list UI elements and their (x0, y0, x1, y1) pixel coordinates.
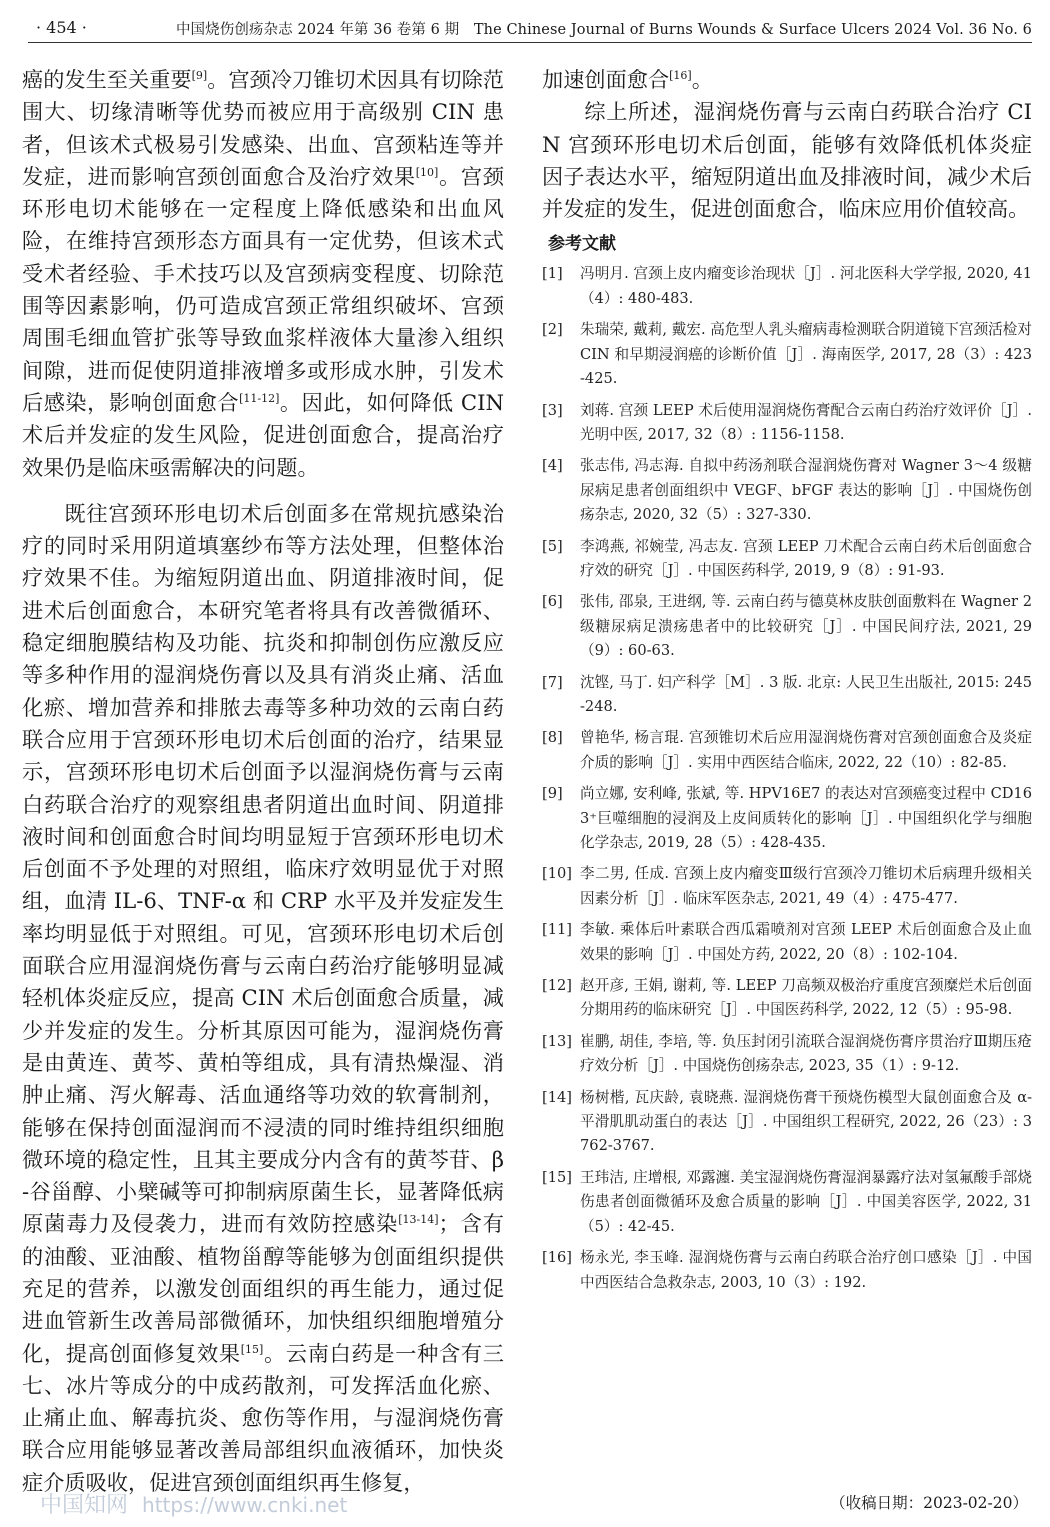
reference-item (542, 1030, 1032, 1079)
reference-text: 李敏. 乘体后叶素联合西瓜霜喷剂对宫颈 LEEP 术后创面愈合及止血效果的影响［J］. 中国处方药, 2022, 20（8）: 102-104. (580, 921, 1033, 963)
reference-text: 刘蒋. 宫颈 LEEP 术后使用湿润烧伤膏配合云南白药治疗效评价［J］. 光明中医, 2017, 32（8）: 1156-1158. (580, 401, 1032, 443)
reference-number: [13] (542, 1032, 572, 1050)
reference-item (542, 262, 1032, 311)
reference-text: 尚立娜, 安利峰, 张斌, 等. HPV16E7 的表达对宫颈癌变过程中 CD163⁺巨噬细胞的浸润及上皮间质转化的影响［J］. 中国组织化学与细胞化学杂志, 2019, 28（5）: 428-435. (580, 785, 1032, 852)
reference-item (542, 399, 1032, 448)
reference-text: 李鸿燕, 祁婉莹, 冯志友. 宫颈 LEEP 刀术配合云南白药术后创面愈合疗效的研究［J］. 中国医药科学, 2019, 9（8）: 91-93. (580, 537, 1032, 579)
reference-number: [2] (542, 321, 563, 339)
reference-item (542, 1246, 1032, 1295)
reference-text: 朱瑞荣, 戴莉, 戴宏. 高危型人乳头瘤病毒检测联合阴道镜下宫颈活检对 CIN 和早期浸润癌的诊断价值［J］. 海南医学, 2017, 28（3）: 423-425. (580, 321, 1032, 388)
reference-item (542, 590, 1032, 663)
reference-number: [6] (542, 593, 563, 611)
paragraph-2: 既往宫颈环形电切术后创面多在常规抗感染治疗的同时采用阴道填塞纱布等方法处理，但整体治疗效果不佳。为缩短阴道出血、阴道排液时间，促进术后创面愈合，本研究笔者将具有改善微循环、稳定细胞膜结构及功能、抗炎和抑制创伤应激反应等多种作用的湿润烧伤膏以及具有消炎止痛、活血化瘀、增加营养和排脓去毒等多种功效的云南白药联合应用于宫颈环形电切术后创面的治疗，结果显示，宫颈环形电切术后创面予以湿润烧伤膏与云南白药联合治疗的观察组患者阴道出血时间、阴道排液时间和创面愈合时间均明显短于宫颈环形电切术后创面不予处理的对照组，临床疗效明显优于对照组，血清 IL-6、TNF-α 和 CRP 水平及并发症发生率均明显低于对照组。可见，宫颈环形电切术后创面联合应用湿润烧伤膏与云南白药治疗能够明显减轻机体炎症反应，提高 CIN 术后创面愈合质量，减少并发症的发生。分析其原因可能为，湿润烧伤膏是由黄连、黄芩、黄柏等组成，具有清热燥湿、消肿止痛、泻火解毒、活血通络等功效的软膏制剂，能够在保持创面湿润而不浸渍的同时维持组织细胞微环境的稳定性，且其主要成分内含有的黄芩苷、β-谷甾醇、小檗碱等可抑制病原菌生长，显著降低病原菌毒力及侵袭力，进而有效防控感染[13-14]；含有的油酸、亚油酸、植物甾醇等能够为创面组织提供充足的营养，以激发创面组织的再生能力，通过促进血管新生改善局部微循环，加快组织细胞增殖分化，提高创面修复效果[15]。云南白药是一种含有三七、冰片等成分的中成药散剂，可发挥活血化瘀、止痛止血、解毒抗炎、愈伤等作用，与湿润烧伤膏联合应用能够显著改善局部组织血液循环，加快炎症介质吸收，促进宫颈创面组织再生修复， (22, 500, 504, 1495)
reference-number: [16] (542, 1249, 572, 1267)
reference-number: [5] (542, 537, 563, 555)
reference-item (542, 974, 1032, 1023)
reference-item (542, 671, 1032, 720)
paragraph-3: 加速创面愈合[16]。 (542, 67, 713, 92)
citation[interactable]: [9] (191, 68, 208, 82)
reference-item (542, 1086, 1032, 1159)
reference-item (542, 535, 1032, 584)
reference-list (542, 262, 1032, 1294)
right-column (542, 64, 1032, 1302)
references-heading: 参考文献 (548, 234, 616, 255)
reference-text: 崔鹏, 胡佳, 李培, 等. 负压封闭引流联合湿润烧伤膏序贯治疗Ⅲ期压疮疗效分析［J］. 中国烧伤创疡杂志, 2023, 35（1）: 9-12. (580, 1032, 1032, 1075)
journal-line: 中国烧伤创疡杂志 2024 年第 36 卷第 6 期 The Chinese Journal of Burns Wounds & Surface Ulcers 2024 Vol. 36 No. 6 (175, 22, 1032, 38)
reference-number: [1] (542, 265, 563, 283)
reference-text: 沈铿, 马丁. 妇产科学［M］. 3 版. 北京: 人民卫生出版社, 2015: 245-248. (580, 673, 1032, 715)
page-number: · 454 · (36, 18, 87, 37)
reference-item (542, 454, 1032, 527)
reference-text: 张志伟, 冯志海. 自拟中药汤剂联合湿润烧伤膏对 Wagner 3～4 级糖尿病足患者创面组织中 VEGF、bFGF 表达的影响［J］. 中国烧伤创疡杂志, 2020, 32（5）: 327-330. (580, 457, 1032, 524)
watermark-url: https://www.cnki.net (142, 1493, 348, 1517)
reference-text: 赵开彦, 王娟, 谢莉, 等. LEEP 刀高频双极治疗重度宫颈糜烂术后创面分期用药的临床研究［J］. 中国医药科学, 2022, 12（5）: 95-98. (580, 977, 1032, 1019)
reference-text: 杨永光, 李玉峰. 湿润烧伤膏与云南白药联合治疗创口感染［J］. 中国中西医结合急救杂志, 2003, 10（3）: 192. (580, 1249, 1032, 1291)
reference-number: [8] (542, 729, 563, 747)
reference-text: 杨树楷, 瓦庆龄, 袁晓燕. 湿润烧伤膏干预烧伤模型大鼠创面愈合及 α-平滑肌肌动蛋白的表达［J］. 中国组织工程研究, 2022, 26（23）: 3762-3767. (580, 1088, 1032, 1155)
left-column (22, 64, 504, 1499)
reference-number: [15] (542, 1168, 572, 1186)
reference-item (542, 862, 1032, 911)
watermark-name: 中国知网 (40, 1493, 129, 1518)
reference-number: [14] (542, 1088, 572, 1106)
reference-text: 李二男, 任成. 宫颈上皮内瘤变Ⅲ级行宫颈冷刀锥切术后病理升级相关因素分析［J］. 临床军医杂志, 2021, 49（4）: 475-477. (580, 865, 1032, 907)
reference-number: [4] (542, 457, 563, 475)
reference-item (542, 318, 1032, 391)
reference-item (542, 1166, 1032, 1239)
reference-number: [11] (542, 921, 572, 939)
reference-number: [7] (542, 673, 563, 691)
citation[interactable]: [16] (669, 68, 692, 82)
citation[interactable]: [10] (415, 165, 439, 179)
reference-number: [10] (542, 865, 572, 883)
reference-text: 曾艳华, 杨言琨. 宫颈锥切术后应用湿润烧伤膏对宫颈创面愈合及炎症介质的影响［J］. 实用中西医结合临床, 2022, 22（10）: 82-85. (580, 729, 1032, 771)
reference-text: 王玮洁, 庄增根, 邓露瀍. 美宝湿润烧伤膏湿润暴露疗法对氢氟酸手部烧伤患者创面微循环及愈合质量的影响［J］. 中国美容医学, 2022, 31（5）: 42-45. (580, 1168, 1032, 1235)
running-header (28, 14, 1032, 43)
reference-item (542, 918, 1032, 967)
reference-number: [3] (542, 401, 563, 419)
reference-item (542, 726, 1032, 775)
cnki-watermark (40, 1488, 347, 1519)
reference-text: 张伟, 邵泉, 王进纲, 等. 云南白药与德莫林皮肤创面敷料在 Wagner 2 级糖尿病足溃疡患者中的比较研究［J］. 中国民间疗法, 2021, 29（9）: 60-63. (580, 593, 1032, 660)
citation[interactable]: [11-12] (239, 391, 280, 405)
reference-number: [9] (542, 785, 563, 803)
reference-text: 冯明月. 宫颈上皮内瘤变诊治现状［J］. 河北医科大学学报, 2020, 41（4）: 480-483. (580, 265, 1032, 307)
paragraph-1: 癌的发生至关重要[9]。宫颈冷刀锥切术因具有切除范围大、切缘清晰等优势而被应用于高级别 CIN 患者，但该术式极易引发感染、出血、宫颈粘连等并发症，进而影响宫颈创面愈合及治疗效果[10]。宫颈环形电切术能够在一定程度上降低感染和出血风险，在维持宫颈形态方面具有一定优势，但该术式受术者经验、手术技巧以及宫颈病变程度、切除范围等因素影响，仍可造成宫颈正常组织破坏、宫颈周围毛细血管扩张等导致血浆样液体大量渗入组织间隙，进而促使阴道排液增多或形成水肿，引发术后感染，影响创面愈合[11-12]。因此，如何降低 CIN 术后并发症的发生风险，促进创面愈合，提高治疗效果仍是临床亟需解决的问题。 (22, 67, 504, 480)
citation[interactable]: [13-14] (398, 1213, 439, 1227)
reference-item (542, 782, 1032, 855)
conclusion-paragraph: 综上所述，湿润烧伤膏与云南白药联合治疗 CIN 宫颈环形电切术后创面，能够有效降低机体炎症因子表达水平，缩短阴道出血及排液时间，减少术后并发症的发生，促进创面愈合，临床应用价值较高。 (542, 99, 1032, 222)
reference-number: [12] (542, 977, 572, 995)
received-date: （收稿日期：2023-02-20） (830, 1494, 1028, 1512)
citation[interactable]: [15] (240, 1342, 264, 1356)
